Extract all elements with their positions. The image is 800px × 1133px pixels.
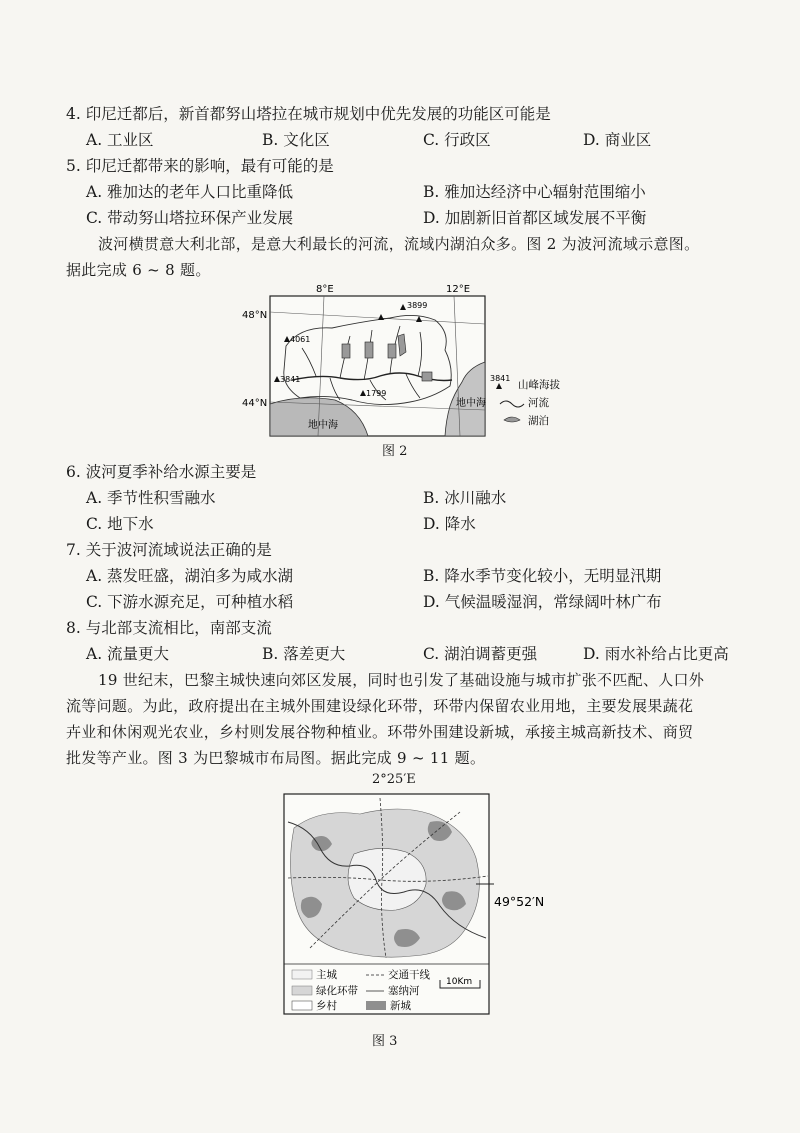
scale-label: 10Km [446, 977, 473, 987]
legend-seine: 塞纳河 [388, 985, 420, 997]
legend-peak-icon [496, 383, 502, 389]
sea-label-west: 地中海 [308, 420, 338, 431]
q7-stem: 7. 关于波河流域说法正确的是 [66, 541, 272, 559]
q5-stem: 5. 印尼迁都带来的影响，最有可能的是 [66, 157, 334, 175]
q7-option-d: D. 气候温暖湿润，常绿阔叶林广布 [423, 593, 662, 611]
legend-main-city-swatch [292, 970, 312, 979]
paris-intro-line3: 卉业和休闲观光农业，乡村则发展谷物种植业。环带外围建设新城，承接主城高新技术、商贸 [66, 723, 694, 741]
legend-new-town-swatch [366, 1001, 386, 1010]
q8-option-b: B. 落差更大 [262, 645, 346, 663]
legend-river-label: 河流 [528, 397, 549, 409]
legend-lake-icon [504, 417, 520, 422]
paris-intro-line1: 19 世纪末，巴黎主城快速向郊区发展，同时也引发了基础设施与城市扩张不匹配、人口外 [98, 671, 705, 689]
q7-option-c: C. 下游水源充足，可种植水稻 [86, 593, 294, 611]
fig3-caption: 图 3 [372, 1034, 398, 1049]
peak-label-3841: 3841 [280, 375, 301, 384]
sea-label-east: 地中海 [456, 398, 486, 409]
fig3-lon-label: 2°25′E [372, 772, 416, 787]
lake [388, 344, 396, 358]
paris-layout-map [280, 788, 570, 1028]
q5-option-c: C. 带动努山塔拉环保产业发展 [86, 209, 294, 227]
po-intro-line1: 波河横贯意大利北部，是意大利最长的河流，流域内湖泊众多。图 2 为波河流域示意图。 [98, 235, 700, 253]
q4-option-b: B. 文化区 [262, 131, 330, 149]
q6-option-d: D. 降水 [423, 515, 476, 533]
legend-river-icon [500, 401, 524, 407]
q4-stem: 4. 印尼迁都后，新首都努山塔拉在城市规划中优先发展的功能区可能是 [66, 105, 551, 123]
fig3-lat-label: 49°52′N [494, 894, 545, 909]
lat-44n-label: 44°N [242, 398, 268, 409]
lon-8e-label: 8°E [316, 284, 334, 295]
q5-option-b: B. 雅加达经济中心辐射范围缩小 [423, 183, 646, 201]
peak-label-4061: 4061 [290, 335, 311, 344]
paris-intro-line2: 流等问题。为此，政府提出在主城外围建设绿化环带，环带内保留农业用地，主要发展果蔬花 [66, 697, 694, 715]
q7-option-b: B. 降水季节变化较小，无明显汛期 [423, 567, 662, 585]
q4-option-c: C. 行政区 [423, 131, 491, 149]
lake [342, 344, 350, 358]
legend-village: 乡村 [316, 1000, 337, 1012]
q8-option-d: D. 雨水补给占比更高 [583, 645, 729, 663]
legend-traffic: 交通干线 [388, 969, 430, 981]
legend-new-town: 新城 [390, 1000, 411, 1012]
peak-label-3899: 3899 [407, 301, 428, 310]
q6-option-b: B. 冰川融水 [423, 489, 507, 507]
legend-peak-label: 山峰海拔 [518, 379, 560, 391]
legend-main-city: 主城 [316, 969, 337, 981]
q5-option-a: A. 雅加达的老年人口比重降低 [86, 183, 294, 201]
q6-option-a: A. 季节性积雪融水 [86, 489, 216, 507]
q6-stem: 6. 波河夏季补给水源主要是 [66, 463, 257, 481]
po-basin-map [240, 282, 570, 457]
lat-48n-label: 48°N [242, 310, 268, 321]
po-intro-line2: 据此完成 6 ~ 8 题。 [66, 261, 211, 279]
lake [365, 342, 373, 358]
lake [422, 372, 432, 381]
paris-intro-line4: 批发等产业。图 3 为巴黎城市布局图。据此完成 9 ~ 11 题。 [66, 749, 486, 767]
fig2-caption: 图 2 [382, 444, 408, 459]
legend-village-swatch [292, 1001, 312, 1010]
legend-green-belt-swatch [292, 986, 312, 995]
q4-option-d: D. 商业区 [583, 131, 652, 149]
peak-label-1799: 1799 [366, 389, 387, 398]
q5-option-d: D. 加剧新旧首都区域发展不平衡 [423, 209, 647, 227]
q4-option-a: A. 工业区 [86, 131, 154, 149]
legend-peak-value: 3841 [490, 374, 511, 383]
q7-option-a: A. 蒸发旺盛，湖泊多为咸水湖 [86, 567, 294, 585]
q8-option-c: C. 湖泊调蓄更强 [423, 645, 538, 663]
legend-green-belt: 绿化环带 [316, 985, 358, 997]
q8-option-a: A. 流量更大 [86, 645, 170, 663]
q6-option-c: C. 地下水 [86, 515, 154, 533]
lon-12e-label: 12°E [446, 284, 471, 295]
q8-stem: 8. 与北部支流相比，南部支流 [66, 619, 272, 637]
legend-lake-label: 湖泊 [528, 415, 549, 427]
main-city [348, 848, 426, 910]
